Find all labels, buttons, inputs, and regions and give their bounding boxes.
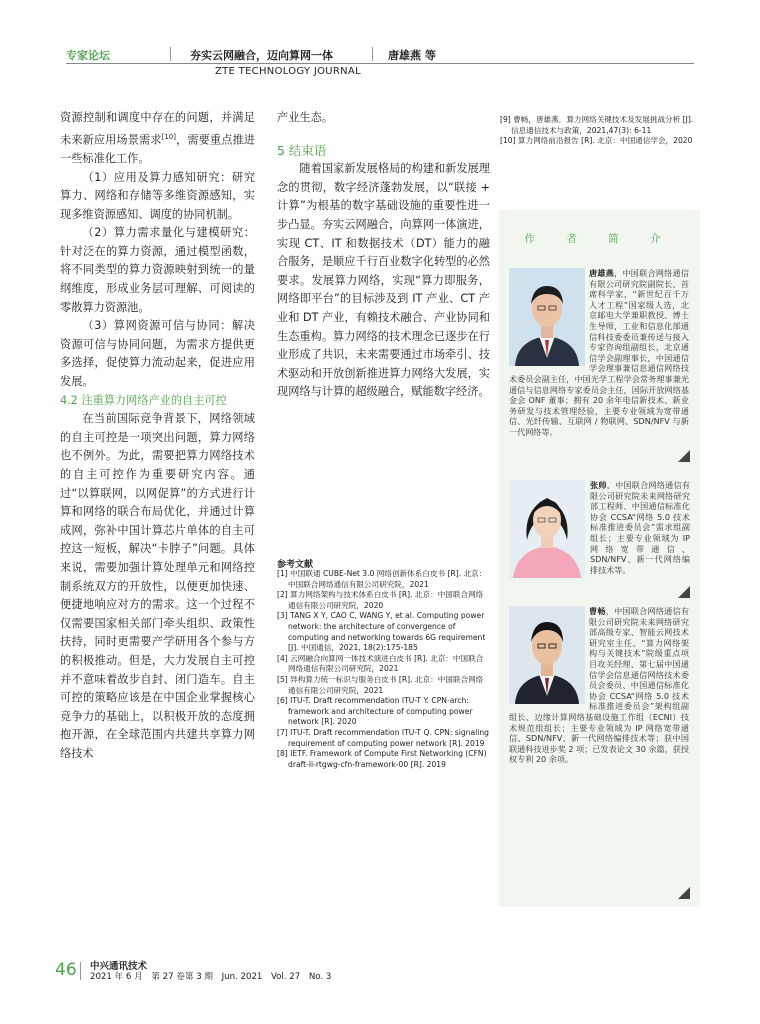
reference-item: [2] 算力网络架构与技术体系白皮书 [R]. 北京：中国联合网络通信有限公司研究院，2020: [277, 590, 484, 610]
author-name: 张帅: [590, 480, 607, 490]
left-column: [60, 109, 255, 764]
reference-item: [10] 算力网络前沿报告 [R]. 北京：中国通信学会，2020: [500, 136, 693, 146]
author-photo: [509, 480, 585, 578]
section-heading-4-2: 4.2 注重算力网络产业的自主可控: [60, 393, 227, 407]
corner-marker: [678, 450, 690, 462]
footer-separator: [80, 962, 81, 980]
author-bio-text: ，中国联合网络通信有限公司研究院未来网络研究部高级专家、智能云网技术研究室主任、“算力网络架构与关键技术”院级重点项目攻关经理、第七届中国通信学会信息通信网络技术委员会委员、中国通信标准化协会 CCSA“网络 5.0 技术标准推进委员会”架构组副组长、边缘计算网络基础设施工作组（ECNI）技术规范组组长；主要专业领域为 IP 网络宽带通信、SDN/NFV、新一代网络编排技术等；获中国联通科技进步奖 2 项；已发表论文 30 余篇，获授权专利 20 余项。: [509, 606, 689, 765]
reference-item: [6] ITU-T. Draft recommendation ITU-T Y. CPN-arch: framework and architecture of computing power network [R]. 2020: [277, 696, 473, 727]
reference-item: [9] 曹畅，唐雄燕．算力网络关键技术及发展挑战分析 [J]. 信息通信技术与政策，2021,47(3): 6-11: [500, 115, 694, 135]
header-separator: [170, 47, 171, 61]
section-label: 专家论坛: [66, 49, 110, 62]
portrait-female-icon: [509, 480, 585, 578]
continuation-text: 产业生态。: [277, 111, 333, 124]
middle-column: [277, 109, 490, 402]
page-number: 46: [55, 960, 77, 980]
intro-paragraph: [60, 109, 255, 169]
author-bio: [509, 606, 689, 765]
item-3: （3）算网资源可信与协同：解决资源可信与协同问题，为需求方提供更多选择，促使算力流动起来，促进应用发展。: [60, 319, 255, 389]
author-profiles-title: 作 者 简 介: [524, 233, 675, 245]
reference-item: [5] 异构算力统一标识与服务白皮书 [R]. 北京：中国联合网络通信有限公司研究院，2021: [277, 674, 484, 695]
reference-item: [1] 中国联通 CUBE-Net 3.0 网络创新体系白皮书 [R]. 北京：中国联合网络通信有限公司研究院，2021: [277, 569, 487, 589]
intro-tail: ，需要重点推进一些标准化工作。: [60, 133, 255, 165]
reference-item: [7] ITU-T. Draft recommendation ITU-T Q. CPN: signaling requirement of computing power network [R]. 2019: [277, 727, 490, 748]
author-bio: [509, 268, 689, 438]
item-2: （2）算力需求量化与建模研究：针对泛在的算力资源，通过模型函数，将不同类型的算力资源映射到统一的量纲维度，形成业务层可理解、可阅读的零散算力资源池。: [60, 226, 255, 314]
reference-item: [4] 云网融合向算网一体技术演进白皮书 [R]. 北京：中国联合网络通信有限公司研究院，2021: [277, 653, 484, 674]
footer-issue-info: 2021 年 6 月 第 27 卷第 3 期 Jun. 2021 Vol. 27 No. 3: [90, 972, 332, 982]
photo-spacer: [509, 606, 589, 710]
corner-marker: [678, 887, 690, 899]
reference-item: [3] TANG X Y, CAO C, WANG Y, et al. Computing power network: the architecture of convergence of computing and networking towards 6G requirement [J]. 中国通信，2021, 18(2):175-185: [277, 611, 486, 653]
author-name: 唐雄燕: [589, 268, 615, 278]
footer-journal-name: 中兴通讯技术: [90, 961, 148, 972]
reference-item: [8] IETF. Framework of Compute First Networking (CFN) draft-li-rtgwg-cfn-framework-00 [R]. 2019: [277, 749, 487, 769]
author-bio-text: ，中国联合网络通信有限公司研究院副院长、首席科学家，“新世纪百千万人才工程”国家级人选，北京邮电大学兼职教授、博士生导师，工业和信息化部通信科技委委员兼传送与接入专家咨询组副组长，北京通信学会副理事长，中国通信学会理事兼信息通信网络技术委员会副主任，中国光学工程学会常务理事兼光通信与信息网络专家委员会主任，国际开放网络基金会 ONF 董事；拥有 20 余年电信新技术、新业务研发与技术管理经验，主要专业领域为宽带通信、光纤传输、互联网 / 物联网、SDN/NFV 与新一代网络等。: [509, 268, 689, 437]
author-name: 曹畅: [589, 606, 606, 616]
references-heading: 参考文献: [277, 560, 314, 570]
photo-spacer: [509, 268, 589, 368]
references-continued: [500, 115, 702, 147]
running-authors: 唐雄燕 等: [388, 49, 436, 62]
references-list: [277, 569, 490, 770]
author-bio-text: ，中国联合网络通信有限公司研究院未来网络研究部工程师、中国通信标准化协会 CCSA“网络 5.0 技术标准推进委员会”需求组副组长；主要专业领域为 IP 网络宽带通信、SDN/NFV、新一代网络编排技术等。: [590, 480, 690, 575]
running-title: 夯实云网融合，迈向算网一体: [190, 49, 333, 62]
citation: [10]: [161, 132, 176, 141]
conclusion-paragraph: 随着国家新发展格局的构建和新发展理念的贯彻，数字经济蓬勃发展，以“联接 + 计算”为根基的数字基础设施的重要性进一步凸显。夯实云网融合，向算网一体演进，实现 CT、IT 和数据技术（DT）能力的融合服务，是顺应千行百业数字化转型的必然要求。发展算力网络，实现“算力即服务，网络即平台”的目标涉及到 IT 产业、CT 产业和 DT 产业，有赖技术融合、产业协同和生态重构。算力网络的技术理念已逐步在行业形成了共识，未来需要通过市场牵引、技术驱动和开放创新推进算力网络大发展，实现网络与计算的超级融合，赋能数字经济。: [277, 162, 490, 399]
header-rule: [66, 63, 694, 64]
author-bio: [590, 480, 690, 575]
intro-text: 资源控制和调度中存在的问题，并满足未来新应用场景需求: [60, 111, 255, 147]
item-1: （1）应用及算力感知研究：研究算力、网络和存储等多维资源感知，实现多维资源感知、调度的协同机制。: [60, 170, 255, 221]
corner-marker: [678, 586, 690, 598]
header-separator: [372, 47, 373, 61]
body-paragraph: 在当前国际竞争背景下，网络领域的自主可控是一项突出问题，算力网络也不例外。为此，需要把算力网络技术的自主可控作为重要研究内容。通过“以算联网，以网促算”的方式进行计算和网络的联合布局优化，并通过计算成网，弥补中国计算芯片单体的自主可控这一短板，解决“卡脖子”问题。具体来说，需要加强计算处理单元和网络控制系统双方的开放性，以便更加快速、便捷地响应对方的需求。这一个过程不仅需要国家相关部门牵头组织、政策性扶持，同时更需要产学研用各个参与方的积极推动。但是，大力发展自主可控并不意味着故步自封、闭门造车。自主可控的策略应该是在中国企业掌握核心竞争力的基础上，以积极开放的态度拥抱开源，在全球范围内共建共享算力网络技术: [60, 412, 255, 760]
journal-name-english: ZTE TECHNOLOGY JOURNAL: [215, 66, 361, 77]
section-heading-5: 5 结束语: [277, 142, 327, 158]
